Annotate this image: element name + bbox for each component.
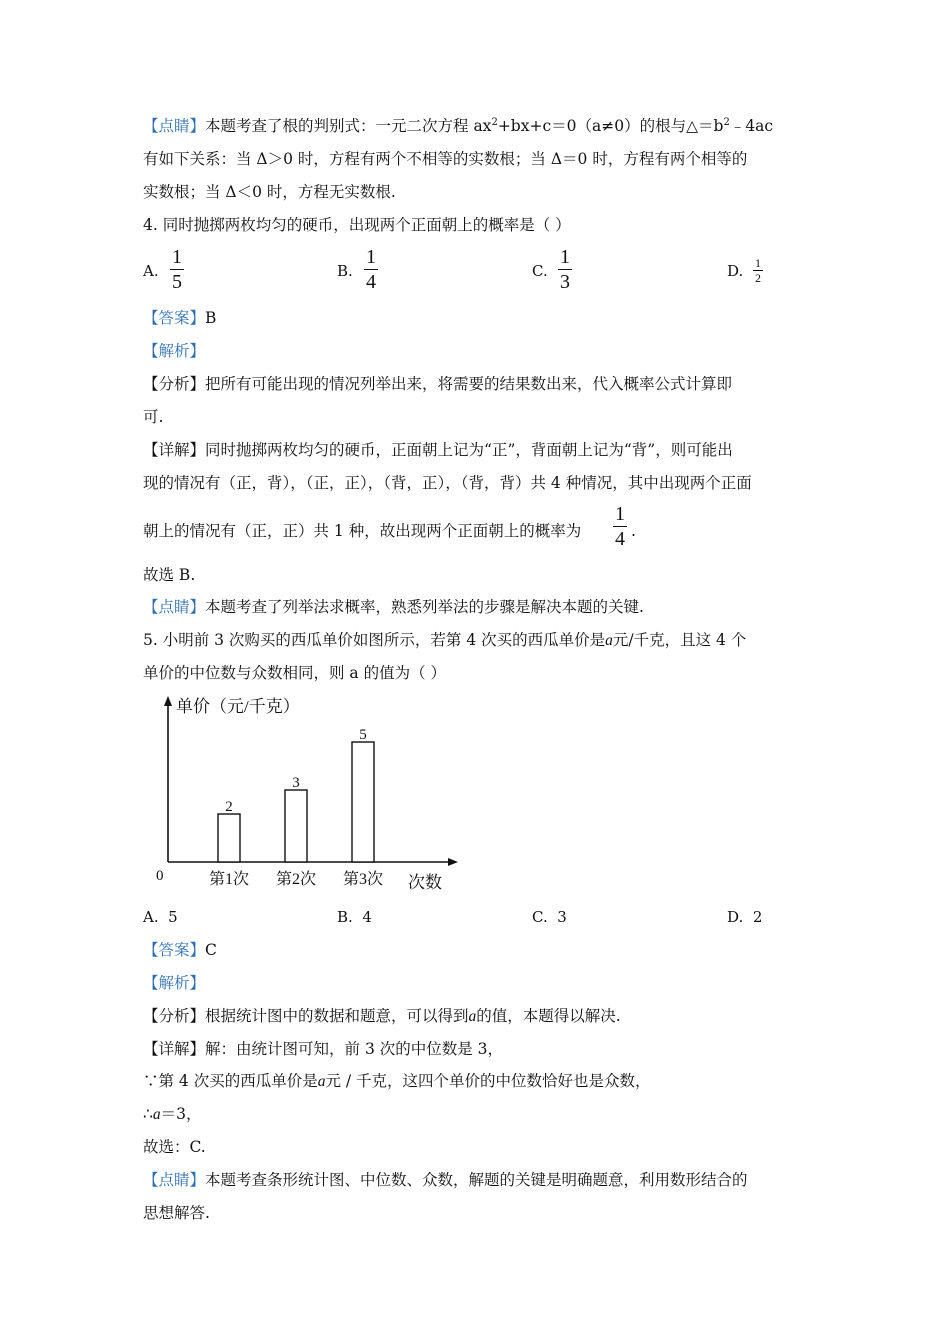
category-label-1: 第1次 <box>208 871 250 888</box>
dianjing-tag: 【点睛】 <box>143 117 206 135</box>
q5-xiangjie-line-1: 【详解】解：由统计图可知，前 3 次的中位数是 3， <box>143 1040 504 1058</box>
q4-option-a-label: A. <box>143 262 159 280</box>
q5-option-d: D. 2 <box>727 908 763 926</box>
bar-1 <box>218 814 240 862</box>
q4-analysis-tag: 【解析】 <box>143 342 206 360</box>
q5-fenxi: 【分析】根据统计图中的数据和题意，可以得到a的值，本题得以解决. <box>143 1007 621 1025</box>
bar-3-value-label: 5 <box>359 727 367 743</box>
q4-xiangjie-line-1: 【详解】同时抛掷两枚均匀的硬币，正面朝上记为“正”，背面朝上记为“背”，则可能出 <box>143 441 733 459</box>
q5-analysis-tag: 【解析】 <box>143 974 206 992</box>
x-axis-arrow <box>448 858 458 866</box>
dianjing-paragraph-line-2: 有如下关系：当 Δ＞0 时，方程有两个不相等的实数根；当 Δ＝0 时，方程有两个相等的 <box>143 150 748 168</box>
q4-option-b-label: B. <box>337 262 353 280</box>
unit-price-bar-chart <box>140 690 480 900</box>
question-5-stem-line-1: 5. 小明前 3 次购买的西瓜单价如图所示，若第 4 次买的西瓜单价是a元/千克，且这 4 个 <box>143 631 747 649</box>
q4-option-b-fraction: 1 4 <box>366 246 376 293</box>
q4-guxuan: 故选 B. <box>143 566 196 584</box>
dianjing-paragraph-line-3: 实数根；当 Δ＜0 时，方程无实数根. <box>143 183 396 201</box>
q5-option-b: B. 4 <box>337 908 372 926</box>
q5-guxuan: 故选：C. <box>143 1138 206 1156</box>
q4-option-c-fraction: 1 3 <box>560 246 570 293</box>
q4-xiangjie-line-2: 现的情况有（正，背），（正，正），（背，正），（背，背）共 4 种情况，其中出现两个正面 <box>143 474 752 492</box>
bar-3 <box>352 742 374 862</box>
q5-answer: 【答案】C <box>143 941 217 959</box>
q5-option-c: C. 3 <box>532 908 567 926</box>
q5-xiangjie-line-2: ∵第 4 次买的西瓜单价是a元 / 千克，这四个单价的中位数恰好也是众数， <box>143 1072 651 1090</box>
q4-option-d-fraction: 1 2 <box>755 256 761 285</box>
y-axis-label: 单价（元/千克） <box>176 697 300 716</box>
q4-fenxi-line-2: 可. <box>143 408 164 426</box>
bar-2-value-label: 3 <box>292 775 300 791</box>
question-4-stem: 4. 同时抛掷两枚均匀的硬币，出现两个正面朝上的概率是（ ） <box>143 216 571 234</box>
q5-option-a: A. 5 <box>143 908 178 926</box>
q4-option-d-label: D. <box>727 262 744 280</box>
y-axis-arrow <box>164 696 172 706</box>
question-5-stem-line-2: 单价的中位数与众数相同，则 a 的值为（ ） <box>143 664 447 682</box>
x-axis-label: 次数 <box>408 873 442 892</box>
q4-dianjing: 【点睛】本题考查了列举法求概率，熟悉列举法的步骤是解决本题的关键. <box>143 598 644 616</box>
bar-2 <box>285 790 307 862</box>
q4-answer: 【答案】B <box>143 309 217 327</box>
q4-option-a-fraction: 1 5 <box>172 246 182 293</box>
q4-result-period: . <box>631 522 636 540</box>
q4-option-c-label: C. <box>532 262 548 280</box>
q4-fenxi-line-1: 【分析】把所有可能出现的情况列举出来，将需要的结果数出来，代入概率公式计算即 <box>143 375 733 393</box>
q5-dianjing-line-1: 【点睛】本题考查条形统计图、中位数、众数，解题的关键是明确题意，利用数形结合的 <box>143 1171 748 1189</box>
category-label-3: 第3次 <box>342 871 384 888</box>
q5-xiangjie-line-3: ∴a＝3， <box>143 1105 202 1123</box>
q5-dianjing-line-2: 思想解答. <box>143 1204 210 1222</box>
bar-1-value-label: 2 <box>225 799 233 815</box>
dianjing-paragraph-line-1: 【点睛】本题考查了根的判别式：一元二次方程 $ax^2+bx+c=0(a\ne 0)$的根与$\triangle=b^2﹣4ac$ <box>143 116 774 135</box>
category-label-2: 第2次 <box>275 871 317 888</box>
q4-result-fraction: 1 4 <box>615 503 625 550</box>
q4-xiangjie-line-3: 朝上的情况有（正，正）共 1 种，故出现两个正面朝上的概率为 <box>143 522 582 540</box>
origin-label: 0 <box>156 868 164 884</box>
